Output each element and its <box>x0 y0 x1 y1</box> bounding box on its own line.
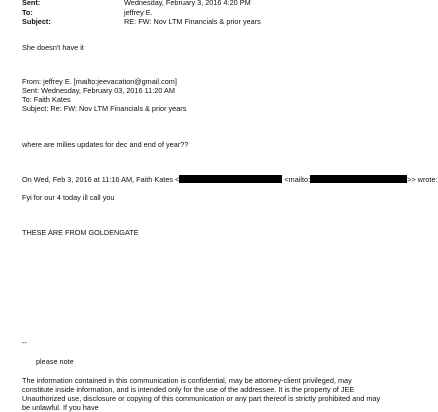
fyi-text: Fyi for our 4 today ill call you <box>22 193 115 202</box>
sent-value: Wednesday, February 3, 2016 4:20 PM <box>124 0 251 7</box>
quote-prefix: On Wed, Feb 3, 2016 at 11:16 AM, Faith Kates < <box>22 175 180 184</box>
subject-label: Subject: <box>22 17 51 26</box>
disclaimer-text: The information contained in this communication is confidential, may be attorney-client privileged, may constitute inside information, and is intended only for the use of the addressee. It is the property of JEE Unauthorized use, disclosure or copying of this communication or any part thereof is strictly prohibited and may be unlawful. If you have <box>22 376 381 412</box>
to-label: To: <box>22 8 33 17</box>
forward-from-text: From: jeffrey E. [mailto:jeevacation@gmail.com] <box>22 77 177 86</box>
forward-to: To: Faith Kates <box>22 95 71 104</box>
subject-value: RE: FW: Nov LTM Financials & prior years <box>124 17 261 26</box>
forward-from <box>22 77 177 86</box>
quote-header <box>22 175 438 184</box>
redaction-bar <box>179 175 282 183</box>
please-note-text: please note <box>36 357 74 366</box>
question-text: where are milies updates for dec and end of year?? <box>22 140 189 149</box>
reply-text: She doesn't have it <box>22 43 84 52</box>
forward-subject: Subject: Re: FW: Nov LTM Financials & prior years <box>22 104 187 113</box>
quote-mid: <mailto: <box>284 175 311 184</box>
goldengate-text: THESE ARE FROM GOLDENGATE <box>22 228 139 237</box>
redaction-bar <box>310 175 407 183</box>
quote-suffix: >> wrote: <box>407 175 438 184</box>
signature-dashes: -- <box>22 338 27 347</box>
sent-label: Sent: <box>22 0 41 7</box>
to-value: jeffrey E. <box>124 8 153 17</box>
forward-sent: Sent: Wednesday, February 03, 2016 11:20 AM <box>22 86 175 95</box>
